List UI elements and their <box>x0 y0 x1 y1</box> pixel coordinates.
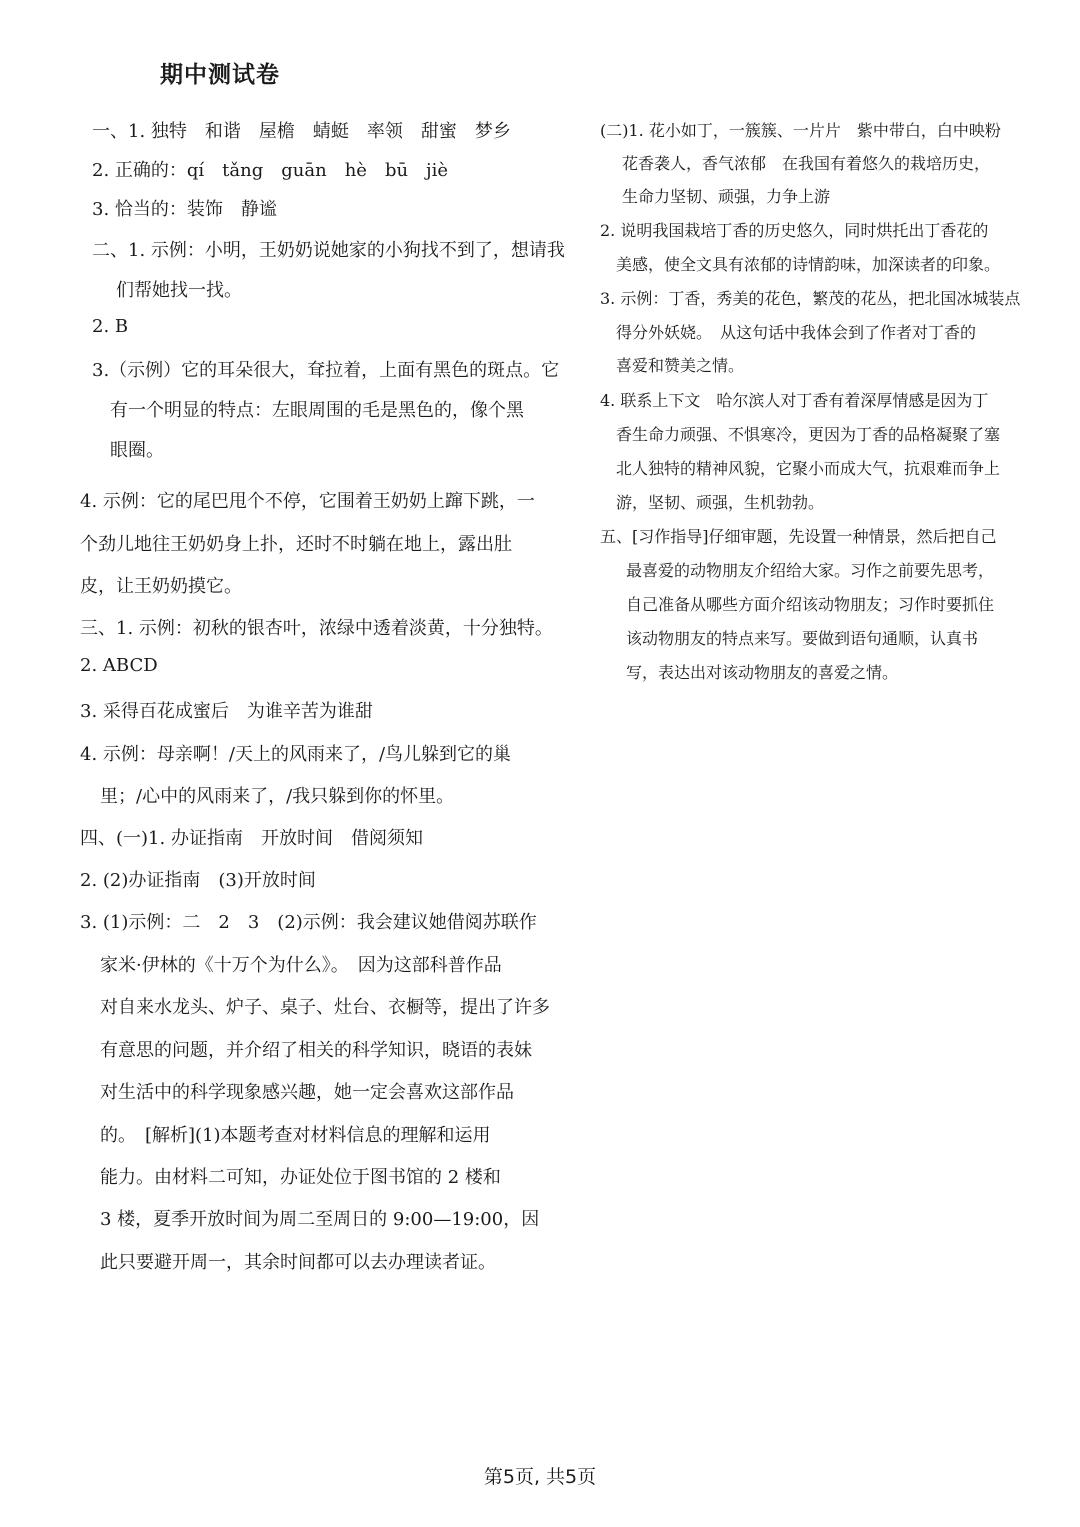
right-line: 美感，使全文具有浓郁的诗情韵味，加深读者的印象。 <box>616 255 1001 274</box>
left-line: 皮，让王奶奶摸它。 <box>80 576 242 597</box>
left-line: 2. ABCD <box>80 655 158 676</box>
right-line: 该动物朋友的特点来写。要做到语句通顺，认真书 <box>626 629 979 648</box>
page-footer: 第5页, 共5页 <box>483 1466 597 1488</box>
page-title: 期中测试卷 <box>160 62 280 88</box>
left-line: 2. 正确的：qí tǎng guān hè bū jiè <box>92 160 449 181</box>
left-line: 4. 示例：它的尾巴甩个不停，它围着王奶奶上蹿下跳，一 <box>80 491 535 512</box>
left-line: 个劲儿地往王奶奶身上扑，还时不时躺在地上，露出肚 <box>80 534 512 555</box>
right-line: 香生命力顽强、不惧寒冷，更因为丁香的品格凝聚了塞 <box>616 425 1001 444</box>
left-line: 此只要避开周一，其余时间都可以去办理读者证。 <box>100 1252 496 1273</box>
left-line: 能力。由材料二可知，办证处位于图书馆的 2 楼和 <box>100 1167 501 1188</box>
right-line: 2. 说明我国栽培丁香的历史悠久，同时烘托出丁香花的 <box>600 221 989 240</box>
right-line: 写，表达出对该动物朋友的喜爱之情。 <box>626 663 899 682</box>
left-line: 2. (2)办证指南 (3)开放时间 <box>80 870 316 891</box>
left-line: 4. 示例：母亲啊！/天上的风雨来了，/鸟儿躲到它的巢 <box>80 744 512 765</box>
left-line: 四、(一)1. 办证指南 开放时间 借阅须知 <box>80 828 423 849</box>
right-line: 花香袭人，香气浓郁 在我国有着悠久的栽培历史， <box>622 154 991 173</box>
right-line: 自己准备从哪些方面介绍该动物朋友；习作时要抓住 <box>626 595 995 614</box>
right-line: 生命力坚韧、顽强，力争上游 <box>622 187 831 206</box>
right-line: 喜爱和赞美之情。 <box>616 356 745 375</box>
left-line: 三、1. 示例：初秋的银杏叶，浓绿中透着淡黄，十分独特。 <box>80 618 553 639</box>
right-line: 3. 示例：丁香，秀美的花色，繁茂的花丛，把北国冰城装点 <box>600 289 1021 308</box>
left-line: 家米·伊林的《十万个为什么》。 因为这部科普作品 <box>100 955 502 976</box>
left-line: 3 楼，夏季开放时间为周二至周日的 9:00—19:00，因 <box>100 1209 540 1230</box>
left-line: 眼圈。 <box>110 440 164 461</box>
left-line: 3. (1)示例：二 2 3 (2)示例：我会建议她借阅苏联作 <box>80 912 537 933</box>
left-line: 里；/心中的风雨来了，/我只躲到你的怀里。 <box>100 786 455 807</box>
left-line: 2. B <box>92 316 129 337</box>
left-line: 对生活中的科学现象感兴趣，她一定会喜欢这部作品 <box>100 1082 514 1103</box>
right-line: 游，坚韧、顽强，生机勃勃。 <box>616 493 825 512</box>
right-line: 4. 联系上下文 哈尔滨人对丁香有着深厚情感是因为丁 <box>600 391 989 410</box>
right-line: 最喜爱的动物朋友介绍给大家。习作之前要先思考， <box>626 561 995 580</box>
left-line: 3. 恰当的：装饰 静谧 <box>92 199 277 220</box>
left-line: 一、1. 独特 和谐 屋檐 蜻蜓 率领 甜蜜 梦乡 <box>92 121 511 142</box>
right-line: 得分外妖娆。 从这句话中我体会到了作者对丁香的 <box>616 323 977 342</box>
left-line: 有意思的问题，并介绍了相关的科学知识，晓语的表妹 <box>100 1040 532 1061</box>
right-line: (二)1. 花小如丁，一簇簇、一片片 紫中带白，白中映粉 <box>600 121 1001 140</box>
right-line: 北人独特的精神风貌，它聚小而成大气，抗艰难而争上 <box>616 459 1001 478</box>
left-line: 二、1. 示例：小明，王奶奶说她家的小狗找不到了，想请我 <box>92 240 565 261</box>
left-line: 们帮她找一找。 <box>116 280 242 301</box>
left-line: 有一个明显的特点：左眼周围的毛是黑色的，像个黑 <box>110 400 524 421</box>
left-line: 的。 [解析](1)本题考查对材料信息的理解和运用 <box>100 1125 491 1146</box>
left-line: 3. 采得百花成蜜后 为谁辛苦为谁甜 <box>80 701 373 722</box>
left-line: 3.（示例）它的耳朵很大，耷拉着，上面有黑色的斑点。它 <box>92 360 560 381</box>
right-line: 五、[习作指导]仔细审题，先设置一种情景，然后把自己 <box>600 527 997 546</box>
left-line: 对自来水龙头、炉子、桌子、灶台、衣橱等，提出了许多 <box>100 997 550 1018</box>
